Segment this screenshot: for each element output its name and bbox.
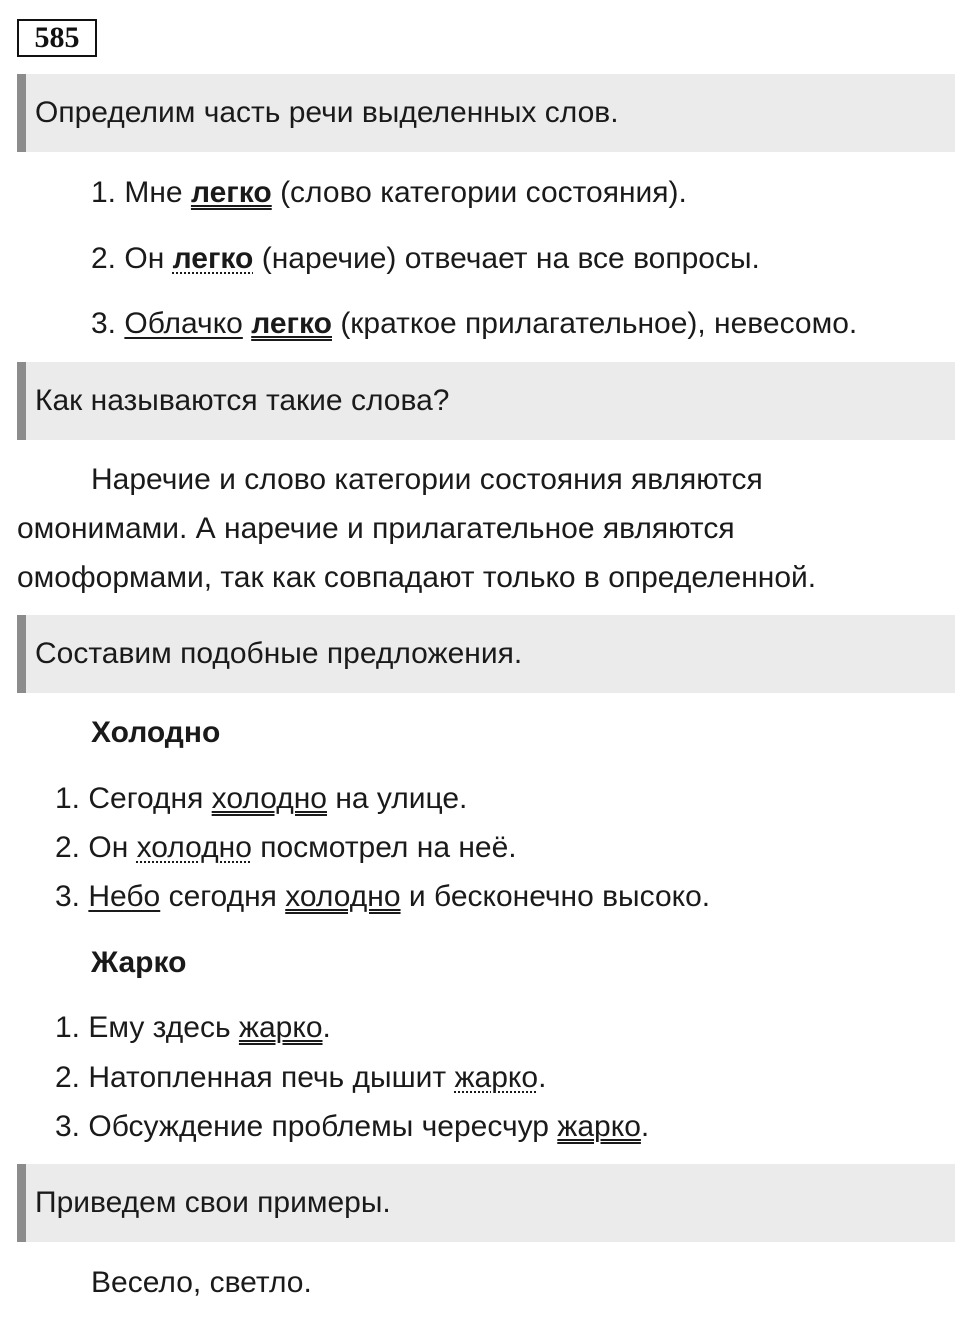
pos-line-3 [91,306,857,342]
zharko-item-2-word: жарко [454,1061,539,1094]
section-heading-compose: Составим подобные предложения. [17,615,955,693]
section-heading-naming: Как называются такие слова? [17,362,955,440]
pos-line-1-rest: (слово категории состояния). [271,176,687,209]
zharko-item-1 [55,1010,331,1046]
pos-line-2 [91,241,760,277]
zharko-item-3-a: 3. Обсуждение проблемы чересчур [55,1110,558,1143]
pos-line-3-subject: Облачко [124,307,243,340]
holodno-item-3 [55,879,710,915]
pos-line-2-word: легко [172,242,254,275]
holodno-item-1 [55,781,467,817]
holodno-item-3-word: холодно [285,880,401,913]
zharko-item-3 [55,1109,649,1145]
holodno-item-2-a: 2. Он [55,831,137,864]
holodno-item-1-b: на улице. [326,782,468,815]
pos-line-3-num: 3. [91,307,125,340]
holodno-item-2-word: холодно [136,831,252,864]
zharko-title: Жарко [91,946,187,979]
pos-line-2-rest: (наречие) отвечает на все вопросы. [253,242,760,275]
zharko-item-3-b: . [640,1110,650,1143]
zharko-item-2 [55,1060,546,1096]
pos-line-2-num: 2. Он [91,242,173,275]
pos-line-3-space [243,307,251,340]
holodno-title: Холодно [91,716,221,749]
pos-line-1-num: 1. Мне [91,176,191,209]
zharko-item-2-a: 2. Натопленная печь дышит [55,1061,455,1094]
holodno-item-3-subject: Небо [88,880,161,913]
answer-line-2: омонимами. А наречие и прилагательное являются [17,512,735,545]
holodno-item-1-a: 1. Сегодня [55,782,212,815]
zharko-item-1-b: . [322,1011,331,1044]
section-heading-part-of-speech: Определим часть речи выделенных слов. [17,74,955,152]
zharko-item-1-a: 1. Ему здесь [55,1011,239,1044]
pos-line-1 [91,175,687,211]
answer-line-3: омоформами, так как совпадают только в определенной. [17,561,817,594]
holodno-item-3-m: сегодня [160,880,286,913]
holodno-item-2-b: посмотрел на неё. [251,831,517,864]
holodno-item-3-a: 3. [55,880,89,913]
holodno-item-3-b: и бесконечно высоко. [400,880,711,913]
holodno-item-2 [55,830,517,866]
zharko-item-2-b: . [538,1061,547,1094]
answer-line-1: Наречие и слово категории состояния являются [91,463,763,496]
pos-line-1-word: легко [190,176,272,209]
section-heading-examples: Приведем свои примеры. [17,1164,955,1242]
zharko-item-1-word: жарко [238,1011,323,1044]
zharko-item-3-word: жарко [557,1110,641,1143]
task-number: 585 [17,19,97,57]
pos-line-3-rest: (краткое прилагательное), невесомо. [331,307,858,340]
holodno-item-1-word: холодно [211,782,327,815]
pos-line-3-word: легко [251,307,332,340]
examples-text: Весело, светло. [91,1266,312,1299]
